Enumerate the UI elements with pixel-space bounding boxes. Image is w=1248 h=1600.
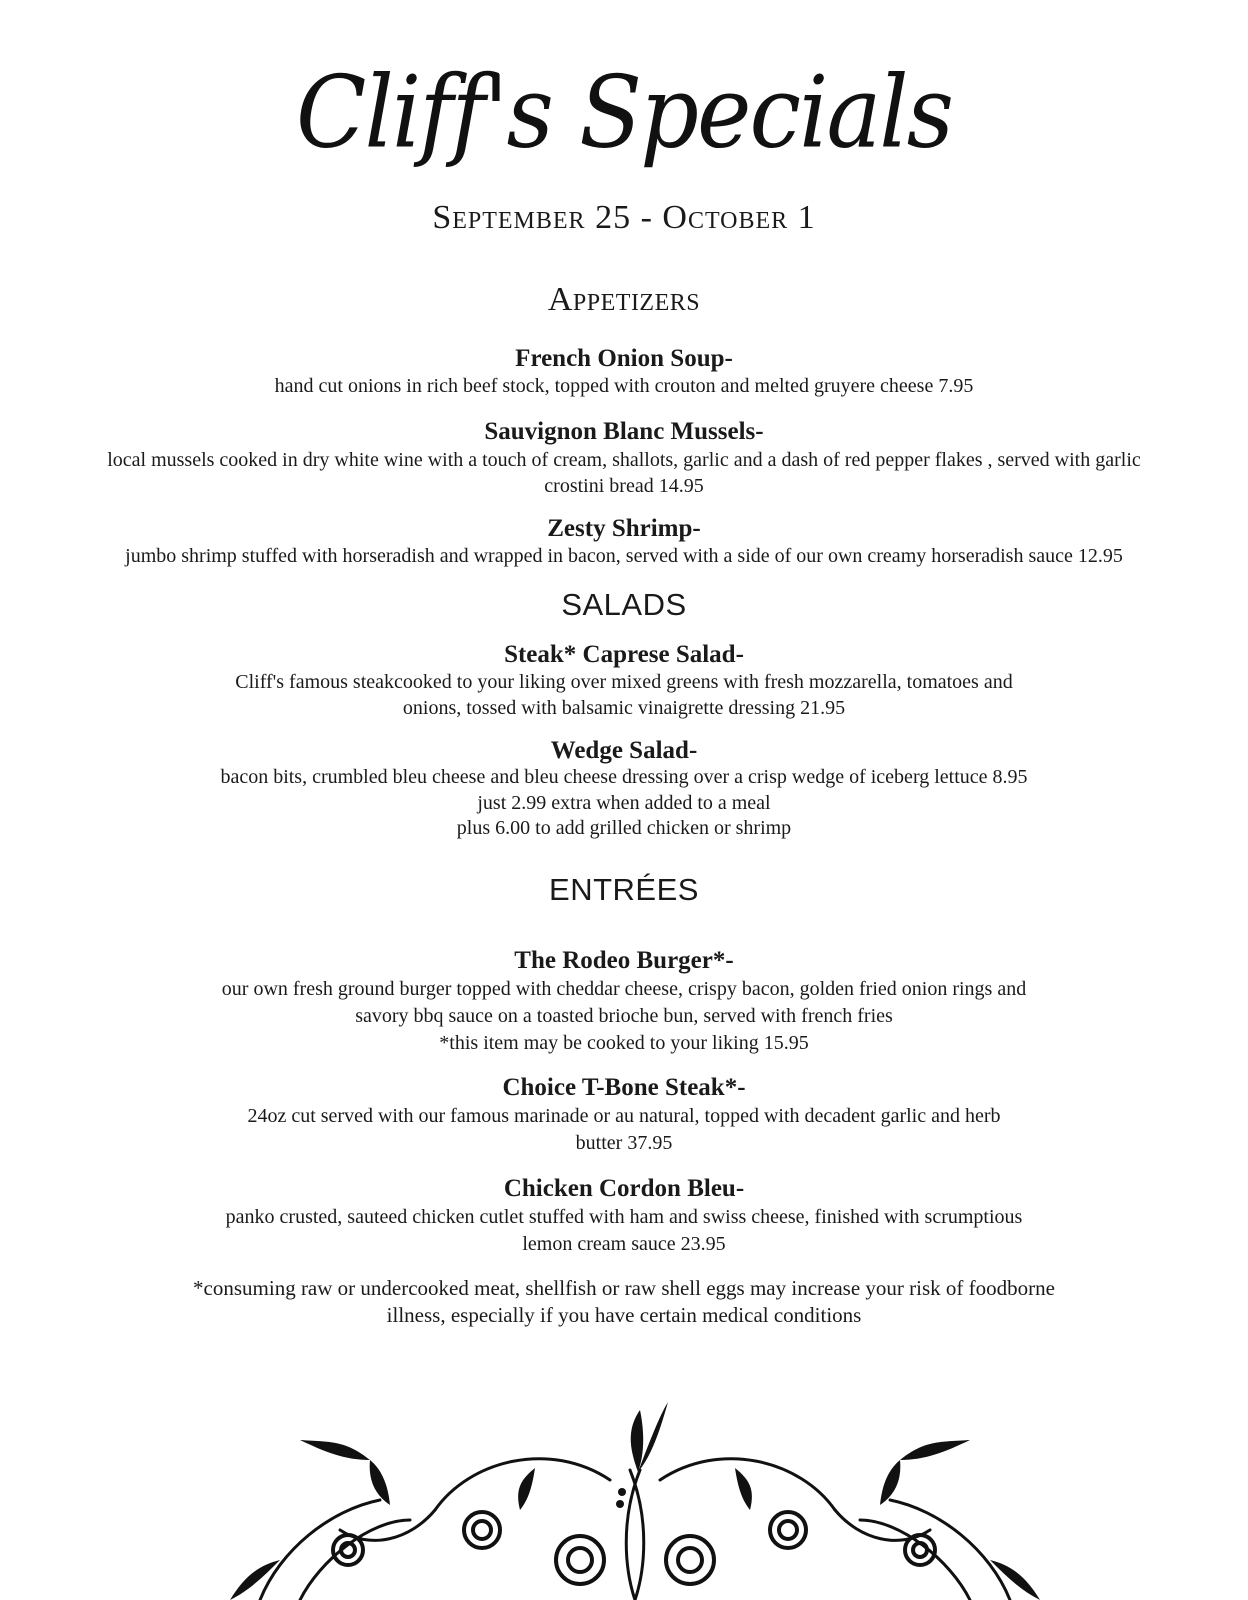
disclaimer-line: *consuming raw or undercooked meat, shellfish or raw shell eggs may increase your risk of foodborne <box>193 1276 1055 1300</box>
description-line: just 2.99 extra when added to a meal <box>477 791 771 814</box>
description-line: bacon bits, crumbled bleu cheese and bleu cheese dressing over a crisp wedge of iceberg lettuce 8.95 <box>220 766 1028 788</box>
section-heading-salads: SALADS <box>561 587 687 622</box>
description-line: our own fresh ground burger topped with cheddar cheese, crispy bacon, golden fried onion rings and <box>221 978 1027 1000</box>
menu-item-description <box>60 374 1188 400</box>
description-line: *this item may be cooked to your liking 15.95 <box>439 1032 809 1054</box>
description-line: lemon cream sauce 23.95 <box>522 1233 726 1255</box>
description-line: savory bbq sauce on a toasted brioche bun, served with french fries <box>355 1005 893 1027</box>
description-line: Cliff's famous steakcooked to your liking over mixed greens with fresh mozzarella, tomatoes and <box>235 671 1013 693</box>
menu-item-name: Sauvignon Blanc Mussels- <box>484 418 764 445</box>
description-line: local mussels cooked in dry white wine with a touch of cream, shallots, garlic and a dash of red pepper flakes , served with garlic <box>107 449 1141 471</box>
menu-item-name: Choice T-Bone Steak*- <box>502 1074 746 1101</box>
description-line: crostini bread 14.95 <box>544 474 704 497</box>
menu-title: Cliff's Specials <box>296 54 952 171</box>
menu-item-name: French Onion Soup- <box>515 345 733 372</box>
date-range: September 25 - October 1 <box>432 199 816 236</box>
menu-item-name: Steak* Caprese Salad- <box>504 641 744 668</box>
floral-scroll-ornament-icon <box>220 1400 1050 1600</box>
menu-item-description <box>60 670 1188 721</box>
menu-item-name: The Rodeo Burger*- <box>514 947 734 974</box>
menu-item-name: Chicken Cordon Bleu- <box>503 1175 745 1202</box>
menu-item-name: Wedge Salad- <box>550 737 698 764</box>
menu-item-description <box>60 1103 1188 1157</box>
description-line: onions, tossed with balsamic vinaigrette dressing 21.95 <box>402 696 846 719</box>
description-line: hand cut onions in rich beef stock, topped with crouton and melted gruyere cheese 7.95 <box>274 375 974 397</box>
description-line: 24oz cut served with our famous marinade or au natural, topped with decadent garlic and herb <box>247 1105 1001 1127</box>
description-line: jumbo shrimp stuffed with horseradish and wrapped in bacon, served with a side of our own creamy horseradish sauce 12.95 <box>125 545 1123 567</box>
section-heading-entrees: ENTRÉES <box>549 872 699 907</box>
menu-item-description <box>60 765 1188 842</box>
description-line: plus 6.00 to add grilled chicken or shrimp <box>456 817 792 839</box>
description-line: panko crusted, sauteed chicken cutlet stuffed with ham and swiss cheese, finished with scrumptious <box>225 1206 1023 1228</box>
menu-item-description <box>60 1204 1188 1258</box>
menu-item-description <box>60 448 1188 499</box>
menu-item-name: Zesty Shrimp- <box>547 515 701 542</box>
menu-item-description <box>60 976 1188 1057</box>
disclaimer-line: illness, especially if you have certain medical conditions <box>386 1303 862 1327</box>
food-safety-disclaimer <box>60 1275 1188 1329</box>
description-line: butter 37.95 <box>575 1132 673 1154</box>
menu-item-description <box>60 544 1188 570</box>
section-heading-appetizers: Appetizers <box>547 281 701 318</box>
